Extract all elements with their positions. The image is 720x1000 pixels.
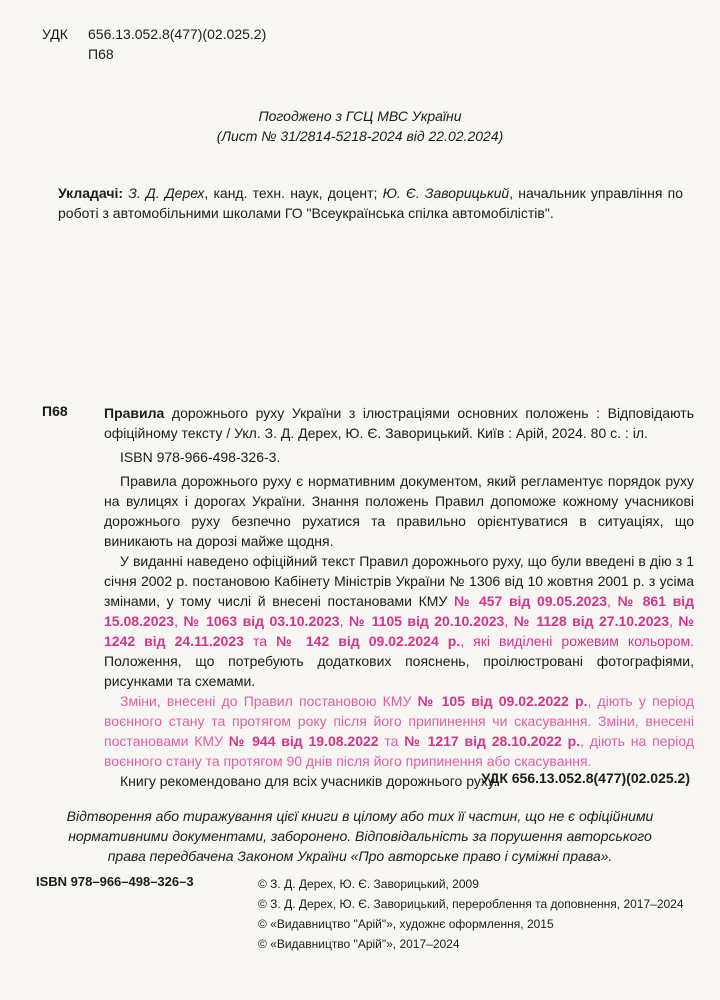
resolution-ref: № 142 від 09.02.2024 р. — [276, 633, 461, 649]
copyright-line: © З. Д. Дерех, Ю. Є. Заворицький, 2009 — [258, 877, 479, 891]
colon: : — [118, 185, 124, 201]
bib-title-word: Правила — [104, 405, 165, 421]
text: Положення, що потребують додаткових пояснень, проілюстровані фотографіями, рисунками та схемами. — [104, 653, 694, 689]
separator: , — [174, 613, 184, 629]
copyright-line: © З. Д. Дерех, Ю. Є. Заворицький, перероблення та доповнення, 2017–2024 — [258, 897, 684, 911]
wartime-changes-paragraph — [104, 691, 694, 771]
copyright-line: © «Видавництво "Арій"», 2017–2024 — [258, 937, 460, 951]
copyright-warning: Відтворення або тиражування цієї книги в цілому або тих її частин, що не є офіційними нормативними документами, заборонено. Відповідальність за порушення авторського права передбачена Законом України «Про авторське право і суміжні права». — [66, 808, 654, 864]
resolution-ref: № 1063 від 03.10.2023 — [183, 613, 340, 629]
author-role: , канд. техн. наук, доцент; — [204, 185, 383, 201]
author-name: Ю. Є. Заворицький — [382, 185, 510, 201]
separator: , — [669, 613, 679, 629]
compilers-block — [58, 183, 683, 223]
resolution-ref: № 944 від 19.08.2022 — [228, 733, 379, 749]
annotation-paragraph — [104, 551, 694, 691]
highlight-note: , які виділені рожевим кольором. — [460, 633, 695, 649]
text: та — [378, 733, 405, 749]
resolution-ref: № 1128 від 27.10.2023 — [513, 613, 670, 629]
bib-description — [104, 403, 694, 443]
udk-label: УДК — [42, 26, 68, 42]
isbn-bottom: ISBN 978–966–498–326–3 — [36, 874, 194, 889]
text: , діють у період воєнного стану та протягом року після його припинення чи скасування. Зміни, внесені постановами КМУ — [104, 693, 695, 749]
separator: , — [339, 613, 349, 629]
udk-code: 656.13.052.8(477)(02.025.2) — [88, 26, 267, 42]
resolution-ref: № 457 від 09.05.2023 — [453, 593, 608, 609]
resolution-ref: № 105 від 09.02.2022 р. — [417, 693, 588, 709]
resolution-ref: № 1217 від 28.10.2022 р. — [404, 733, 581, 749]
bib-cutter: П68 — [42, 403, 68, 419]
bibliographic-record — [104, 403, 694, 791]
separator: , — [504, 613, 514, 629]
compilers-label: Укладачі — [58, 185, 119, 201]
author-role: , начальник управління по роботі з автомобільними школами ГО "Всеукраїнська спілка автомобілістів". — [58, 185, 684, 221]
bib-desc-text: дорожнього руху України з ілюстраціями основних положень : Відповідають офіційному тексту / Укл. З. Д. Дерех, Ю. Є. Заворицький. Київ : Арій, 2024. 80 с. : іл. — [104, 405, 694, 441]
resolution-ref: № 1105 від 20.10.2023 — [348, 613, 505, 629]
cutter-number: П68 — [88, 46, 114, 62]
text: , діють на період воєнного стану та протягом 90 днів після його припинення або скасування. — [104, 733, 694, 769]
resolution-ref: № 861 від 15.08.2023 — [104, 593, 694, 629]
separator: , — [607, 593, 618, 609]
copyright-list — [258, 874, 684, 954]
annotation-paragraph: Правила дорожнього руху є нормативним документом, який регламентує порядок руху на вулицях і дорогах України. Знання положень Правил допоможе кожному учасникові дорожнього руху безпечно рухатися та правильно орієнтуватися в ситуаціях, що виникають на дорозі майже щодня. — [104, 473, 694, 549]
approval-line: (Лист № 31/2814-5218-2024 від 22.02.2024) — [216, 128, 504, 144]
resolution-ref: № 1242 від 24.11.2023 — [104, 613, 695, 649]
recommendation: Книгу рекомендовано для всіх учасників дорожнього руху. — [120, 773, 498, 789]
text: Зміни, внесені до Правил постановою КМУ — [120, 693, 418, 709]
text: У виданні наведено офіційний текст Правил дорожнього руху, що були введені в дію з 1 січня 2002 р. постановою Кабінету Міністрів України № 1306 від 10 жовтня 2001 р. з усіма змінами, у тому числі й внесені постановами КМУ — [104, 553, 694, 609]
copyright-line: © «Видавництво "Арій"», художнє оформлення, 2015 — [258, 917, 554, 931]
author-name: З. Д. Дерех — [128, 185, 205, 201]
separator: та — [243, 633, 277, 649]
approval-line: Погоджено з ГСЦ МВС України — [258, 108, 462, 124]
bib-isbn: ISBN 978-966-498-326-3. — [120, 449, 281, 465]
udk-full: УДК 656.13.052.8(477)(02.025.2) — [481, 770, 690, 786]
approval-note — [0, 106, 720, 146]
